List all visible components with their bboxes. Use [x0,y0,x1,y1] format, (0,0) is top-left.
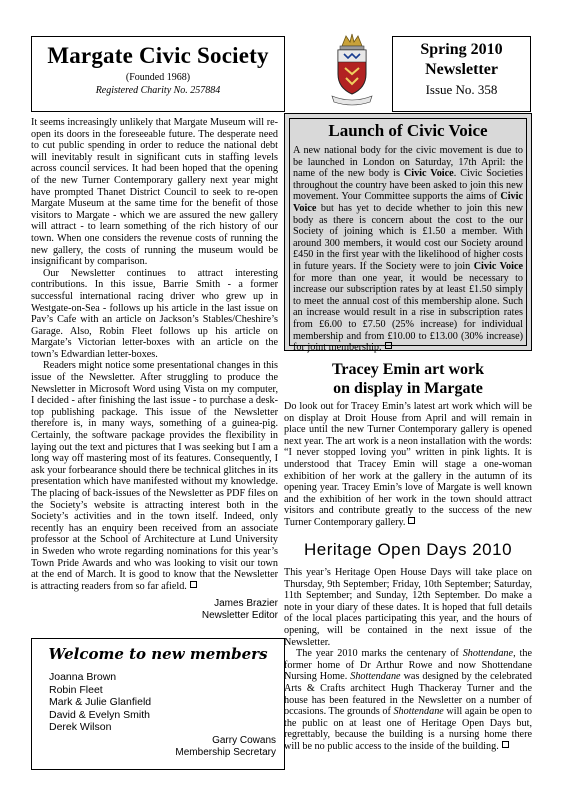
civic-voice-bold: Civic Voice [403,168,454,180]
heritage-paragraph: This year’s Heritage Open House Days will take place on Thursday, 9th September; Friday, 10th September; Saturday, 11th September; and Sunday, 12th September. Do make a note in your diary of these dates. It is hoped that full details of the local places participating this year, and the hours of opening, will be contained in the next issue of the Newsletter. [284,567,532,648]
civic-voice-text: for more than one year, it would be necessary to increase our subscription rates by at least £1.50 simply to meet the annual cost of this membership alone. Such an increase would result in a rise in subscription rates from £6.00 to £7.50 (25% increase) for individual membership and from £10.00 to £13.00 (30% increase) for joint membership. [293,272,523,354]
masthead-title-box [31,36,285,112]
heritage-text: The year 2010 marks the centenary of [296,648,463,660]
issue-season: Spring 2010 [420,41,503,58]
civic-voice-inner-frame [289,118,527,354]
heritage-body [284,567,532,753]
secretary-role: Membership Secretary [175,747,276,758]
editorial-paragraph [31,360,278,592]
heritage-italic: Shottendane [393,706,444,718]
civic-voice-heading: Launch of Civic Voice [328,121,488,140]
heritage-paragraph [284,648,532,752]
civic-voice-box [284,113,532,354]
heritage-text: , the former home of Dr Arthur Rowe and now Shottendane Nursing Home. [284,648,532,683]
new-members-list [49,671,151,734]
welcome-heading: Welcome to new members [48,645,268,663]
heritage-text: was designed by the celebrated Arts & Crafts architect Hugh Thackeray Turner and the house has been featured in the Newsletter on a number of occasions. The grounds of [284,671,532,718]
issue-label: Newsletter [425,61,498,78]
tracey-emin-heading-line: on display in Margate [333,380,483,397]
coat-of-arms-crest [330,32,374,106]
society-title: Margate Civic Society [47,43,269,68]
member-name: Joanna Brown [49,671,117,683]
end-mark-icon [502,741,509,748]
civic-voice-bold: Civic Voice [473,260,523,272]
end-mark-icon [408,517,415,524]
member-name: Derek Wilson [49,721,112,733]
editor-signature-role: Newsletter Editor [201,610,278,622]
heritage-italic: Shottendane [462,648,514,660]
tracey-emin-text: Do look out for Tracey Emin’s latest art work which will be on display at Droit House from April and will remain in place until the new Turner Contemporary gallery is opened next year. The art work is a neon installation with the words: “I never stopped loving you” written in pink lights. It is understood that Tracey Emin will stage a one-woman exhibition of her work at the gallery in the autumn of its opening year. Tracey Emin’s love of Margate is well known and the exhibition of her work in the town should attract visitors and contribute greatly to the success of the new Turner Contemporary gallery. [284,401,532,528]
tracey-emin-heading-line: Tracey Emin art work [331,361,485,378]
civic-voice-text: . Civic Societies throughout the country have been asked to join this new movement. Your Committee supports the aims of [293,168,523,203]
editorial-paragraph: It seems increasingly unlikely that Margate Museum will re-open its doors in the foreseeable future. The desperate need to cut public spending in order to reduce the national debt will inevitably result in significant cuts in staffing levels across council services. It had been hoped that the opening of the new Turner Contemporary gallery next year might have prompted Thanet District Council to seek to re-open Margate Museum at the same time for the benefit of those visitors to Margate - which we are assured the new gallery will attract - to learn something of the rich history of our town. When one considers the revenue costs of running the new gallery, the costs of running the museum would be insignificant by comparison. [31,117,278,268]
heritage-heading: Heritage Open Days 2010 [303,540,513,559]
tracey-emin-paragraph [284,401,532,529]
tracey-emin-heading [284,360,532,398]
civic-voice-body [293,145,523,354]
end-mark-icon [385,342,392,349]
issue-number: Issue No. 358 [425,82,498,97]
member-name: Robin Fleet [49,683,103,696]
secretary-name: Garry Cowans [212,735,276,746]
member-name: Mark & Julie Glanfield [49,696,152,708]
civic-voice-text: but has yet to decide whether to join this new body as there is concern about the cost to the our Society of joining which is £1.50 a member. With around 300 members, it would cost our Society around £450 in the first year with the likelihood of higher costs in future years. If the Society were to join [293,202,523,272]
founded-line: (Founded 1968) [125,72,191,83]
member-name: David & Evelyn Smith [49,708,150,721]
heritage-italic: Shottendane [350,671,401,683]
tracey-emin-body [284,401,532,529]
welcome-members-box [31,638,285,770]
heritage-text: will again be open to the public on at least one of Heritage Open Days but, regrettably, because the building is a nursing home there will be no public access to the inside of the building. [284,706,532,752]
civic-voice-bold: Civic Voice [293,191,523,214]
editorial-paragraph-text: Readers might notice some presentational changes in this issue of the Newsletter. After struggling to produce the Newsletter in Microsoft Word using Vista on my computer, I decided - after finishing the last issue - to purchase a desk-top publishing package. This issue of the Newsletter therefore is, in many ways, something of a guinea-pig. Certainly, the software package provides the flexibility in laying out the text and pictures that I was seeking but I am a long way off mastering most of its features. Consequently, I ask your forbearance should there be technical glitches in its presentation which have manifested without my knowledge. The placing of back-issues of the Newsletter as PDF files on the Society’s website is attracting interest both in the Society’s activities and in the town itself. Indeed, only recently has an enquiry been received from an associate professor at the School of Architecture at Lund University in Sweden who wrote regarding nominations for this year’s Town Pride Awards and who was looking to visit our town at the end of March. It is good to know that the Newsletter is attracting readers from so far afield. [31,360,278,592]
editorial-paragraph: Our Newsletter continues to attract interesting contributions. In this issue, Barrie Smith - a former successful international racing driver who grew up in Westgate-on-Sea - follows up his article in the last issue on Pav’s Cafe with an article on Jackson’s Stables/Cheshire’s Garage. Also, Robin Fleet follows up his article on Margate’s Victorian letter-boxes with an article on the town’s Edwardian letter-boxes. [31,267,278,360]
end-mark-icon [190,581,197,588]
membership-signature [175,735,276,759]
editorial-column [31,117,278,622]
issue-info-box [392,36,531,112]
civic-voice-text: A new national body for the civic movement is due to be launched in London on Saturday, 17th April: the name of the new body is [293,145,523,180]
editor-signature-name: James Brazier [214,598,278,610]
charity-line: Registered Charity No. 257884 [95,85,221,96]
